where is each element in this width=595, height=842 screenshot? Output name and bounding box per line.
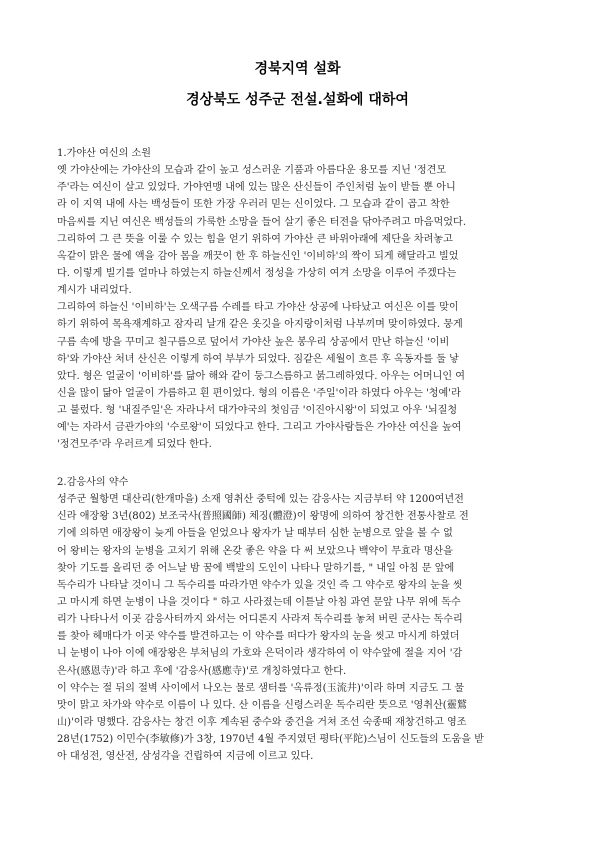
paragraph-line: 마음씨를 지닌 여신은 백성들의 가룩한 소망을 들어 살기 좋은 터전을 닦아주려고 마음먹었다. xyxy=(57,216,467,228)
paragraph-line: 다. 이렇게 빌기를 얼마나 하였는지 하늘신께서 정성을 가상히 여겨 소망을 이루어 주겠다는 xyxy=(57,267,457,279)
section-gaya-goddess xyxy=(57,145,541,454)
paragraph-line: 하'와 가야산 처녀 산신은 이렇게 하여 부부가 되었다. 짐같은 세월이 흐른 후 옥동자를 둘 낳 xyxy=(57,353,459,365)
paragraph-line: 예'는 자라서 금관가야의 '수로왕'이 되었다고 한다. 그리고 가야사람들은 가야산 여신을 높여 xyxy=(57,422,462,434)
paragraph-line: 신라 애장왕 3년(802) 보조국사(普照國師) 체징(體澄)이 왕명에 의하여 창건한 전통사찰로 전 xyxy=(57,511,469,523)
paragraph-line: 기에 의하면 애장왕이 늦게 아들을 얻었으나 왕자가 날 때부터 심한 눈병으로 앞을 볼 수 없 xyxy=(57,528,453,540)
section-gameungsa-spring xyxy=(57,474,541,765)
paragraph-line: 하기 위하여 목욕재계하고 잠자리 날개 같은 옷깃을 아지랑이처럼 나부끼며 맞이하였다. 뭉게 xyxy=(57,319,463,331)
paragraph-line: 어 왕비는 왕자의 눈병을 고치기 위해 온갖 좋은 약을 다 써 보았으나 백약이 무효라 명산을 xyxy=(57,545,453,557)
paragraph-line: 신을 많이 닮아 얼굴이 가름하고 흰 편이었다. 형의 이름은 '주일'이라 하였다 아우는 '청예'라 xyxy=(57,387,461,399)
paragraph-line: 성주군 월항면 대산리(한개마을) 소재 영취산 중턱에 있는 감응사는 지금부터 약 1200여년전 xyxy=(57,494,464,506)
paragraph-line: 옛 가야산에는 가야산의 모습과 같이 높고 성스러운 기품과 아름다운 용모를 지닌 '정견모 xyxy=(57,165,447,177)
page-subtitle: 경상북도 성주군 전설.설화에 대하여 xyxy=(186,92,409,108)
paragraph-line: 계시가 내리었다. xyxy=(57,285,132,297)
paragraph-line: 니 눈병이 나아 이에 애장왕은 부처님의 가호와 은덕이라 생각하여 이 약수앞에 절을 지어 '감 xyxy=(57,648,463,660)
paragraph-line: 맛이 맑고 차가와 약수로 이름이 나 있다. 산 이름을 신령스러운 독수리란 뜻으로 '영취산(靈鷲 xyxy=(57,699,467,711)
page-title: 경북지역 설화 xyxy=(254,61,341,77)
paragraph-line: 그리하여 하늘신 '이비하'는 오색구름 수레를 타고 가야산 상공에 나타났고 여신은 이를 맞이 xyxy=(57,302,459,314)
paragraph-line: 고 불렀다. 형 '내질주일'은 자라나서 대가야국의 첫임금 '이진아시왕'이 되었고 아우 '뇌질청 xyxy=(57,405,458,417)
paragraph-line: 28년(1752) 이민수(李敏修)가 3창, 1970년 4월 주지였던 평타(平陀)스님이 신도들의 도움을 받 xyxy=(57,734,485,746)
paragraph-line: 은사(感恩寺)'라 하고 후에 '감응사(感應寺)'로 개칭하였다고 한다. xyxy=(57,665,347,677)
paragraph-line: 주'라는 여신이 살고 있었다. 가야연맹 내에 있는 많은 산신들이 주인처럼 높이 받들 뿐 아니 xyxy=(57,182,456,194)
paragraph-line: 았다. 형은 얼굴이 '이비하'를 닮아 해와 같이 둥그스름하고 붉그레하였다. 아우는 어머니인 여 xyxy=(57,370,466,382)
paragraph-line: 라 이 지역 내에 사는 백성들이 또한 가장 우러러 믿는 신이었다. 그 모습과 같이 곱고 착한 xyxy=(57,199,450,211)
paragraph-line: 찾아 기도를 올리던 중 어느날 밤 꿈에 백발의 도인이 나타나 말하기를, " 내일 아침 문 앞에 xyxy=(57,562,455,574)
paragraph-line: 山)'이라 명했다. 감응사는 창건 이후 계속된 중수와 중건을 거쳐 조선 숙종때 재창건하고 영조 xyxy=(57,716,467,728)
paragraph-line: 독수리가 나타날 것이니 그 독수리를 따라가면 약수가 있을 것인 즉 그 약수로 왕자의 눈을 씻 xyxy=(57,579,463,591)
paragraph-line: 그리하여 그 큰 뜻을 이룰 수 있는 힘을 얻기 위하여 가야산 큰 바위아래에 제단을 차려놓고 xyxy=(57,233,453,245)
paragraph-line: 리가 나타나서 이곳 감응사터까지 와서는 어디론지 사라져 독수리를 놓쳐 버린 군사는 독수리 xyxy=(57,614,463,626)
paragraph-line: 아 대성전, 영산전, 삼성각을 건립하여 지금에 이르고 있다. xyxy=(57,751,314,763)
paragraph-line: 고 마시게 하면 눈병이 나을 것이다 " 하고 사라졌는데 이튿날 아침 과연 문앞 나무 위에 독수 xyxy=(57,596,461,608)
paragraph-line: 구름 속에 방을 꾸미고 칠구름으로 덮어서 가야산 높은 봉우리 상공에서 만난 하늘신 '이비 xyxy=(57,336,450,348)
paragraph-line: 를 찾아 헤매다가 이곳 약수를 발견하고는 이 약수를 떠다가 왕자의 눈을 씻고 마시게 하였더 xyxy=(57,631,460,643)
section-heading: 2.감응사의 약수 xyxy=(57,477,129,488)
paragraph-line: '정견모주'라 우러르게 되었다 한다. xyxy=(57,439,212,451)
paragraph-line: 이 약수는 절 뒤의 절벽 사이에서 나오는 물로 샘터를 '옥류정(玉流井)'이라 하며 지금도 그 물 xyxy=(57,682,465,694)
section-heading: 1.가야산 여신의 소원 xyxy=(57,148,152,159)
paragraph-line: 옥같이 맑은 물에 액을 감아 몸을 깨끗이 한 후 하늘신인 '이비하'의 짝이 되게 해달라고 빌었 xyxy=(57,250,459,262)
